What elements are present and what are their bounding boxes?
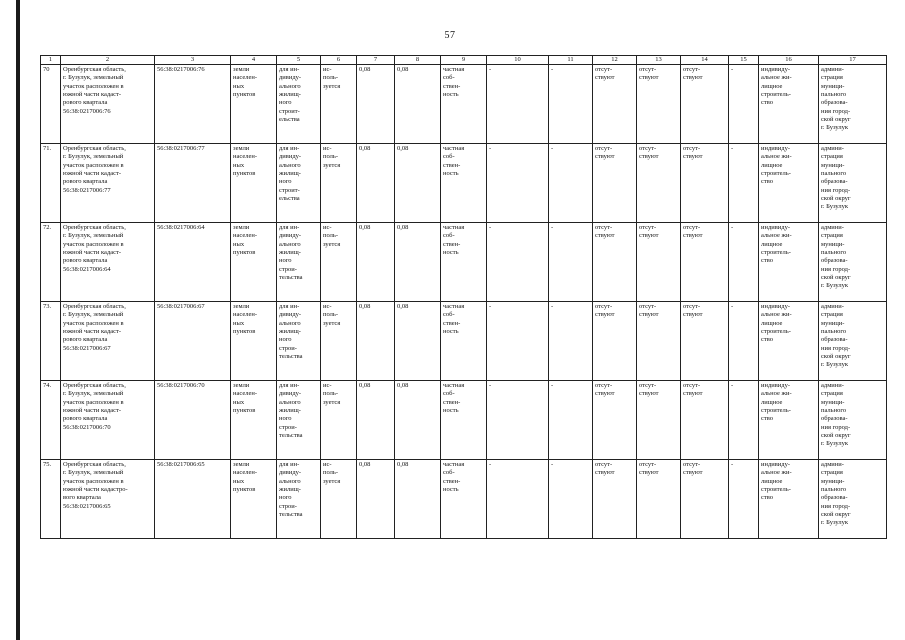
usage-status-cell: ис- поль- зуется [321,144,357,223]
encumbrance-cell: отсут- ствуют [593,381,637,460]
empty-value-cell: - [729,302,759,381]
ownership-cell: частная соб- ствен- ность [441,381,487,460]
empty-value-cell: - [487,144,549,223]
column-header: 11 [549,56,593,65]
permitted-use-cell: для ин- дивиду- ального жилищ- ного строи- тельства [277,223,321,302]
usage-status-cell: ис- поль- зуется [321,302,357,381]
encumbrance-cell: отсут- ствуют [637,144,681,223]
area-cell: 0,08 [357,381,395,460]
area-cell: 0,08 [395,65,441,144]
empty-value-cell: - [549,460,593,539]
table-body [41,65,887,539]
cadastral-number-cell: 56:38:0217006:65 [155,460,231,539]
empty-value-cell: - [729,144,759,223]
encumbrance-cell: отсут- ствуют [681,65,729,144]
zone-cell: индивиду- альное жи- лищное строитель- ство [759,223,819,302]
empty-value-cell: - [487,65,549,144]
area-cell: 0,08 [357,302,395,381]
ownership-cell: частная соб- ствен- ность [441,65,487,144]
empty-value-cell: - [729,460,759,539]
row-number: 71. [41,144,61,223]
empty-value-cell: - [729,65,759,144]
empty-value-cell: - [487,381,549,460]
area-cell: 0,08 [395,381,441,460]
table-row [41,144,887,223]
empty-value-cell: - [549,144,593,223]
permitted-use-cell: для ин- дивиду- ального жилищ- ного строи- тельства [277,302,321,381]
empty-value-cell: - [487,302,549,381]
column-number-header [41,56,887,65]
column-header: 17 [819,56,887,65]
encumbrance-cell: отсут- ствуют [593,65,637,144]
cadastral-number-cell: 56:38:0217006:76 [155,65,231,144]
usage-status-cell: ис- поль- зуется [321,65,357,144]
administration-cell: админи- страция муници- пального образова- ния город- ской округ г. Бузулук [819,381,887,460]
column-header: 7 [357,56,395,65]
cadastral-number-cell: 56:38:0217006:64 [155,223,231,302]
ownership-cell: частная соб- ствен- ность [441,144,487,223]
cadastral-number-cell: 56:38:0217006:70 [155,381,231,460]
usage-status-cell: ис- поль- зуется [321,381,357,460]
permitted-use-cell: для ин- дивиду- ального жилищ- ного строи- тельства [277,381,321,460]
column-header: 4 [231,56,277,65]
location-cell: Оренбургская область, г. Бузулук, земельный участок расположен в южной части кадаст- рового квартала 56:38:0217006:70 [61,381,155,460]
permitted-use-cell: для ин- дивиду- ального жилищ- ного строит- ельства [277,144,321,223]
cadastral-number-cell: 56:38:0217006:77 [155,144,231,223]
empty-value-cell: - [487,223,549,302]
location-cell: Оренбургская область, г. Бузулук, земельный участок расположен в южной части кадаст- рового квартала 56:38:0217006:67 [61,302,155,381]
location-cell: Оренбургская область, г. Бузулук, земельный участок расположен в южной части кадастро- вого квартала 56:38:0217006:65 [61,460,155,539]
land-category-cell: земли населен- ных пунктов [231,223,277,302]
encumbrance-cell: отсут- ствуют [637,302,681,381]
empty-value-cell: - [549,223,593,302]
empty-value-cell: - [487,460,549,539]
empty-value-cell: - [549,65,593,144]
encumbrance-cell: отсут- ствуют [637,460,681,539]
zone-cell: индивиду- альное жи- лищное строитель- ство [759,381,819,460]
column-header: 14 [681,56,729,65]
column-header: 6 [321,56,357,65]
administration-cell: админи- страция муници- пального образова- ния город- ской округ г. Бузулук [819,460,887,539]
encumbrance-cell: отсут- ствуют [593,460,637,539]
empty-value-cell: - [729,381,759,460]
table-row [41,460,887,539]
encumbrance-cell: отсут- ствуют [681,460,729,539]
area-cell: 0,08 [395,144,441,223]
ownership-cell: частная соб- ствен- ность [441,460,487,539]
land-category-cell: земли населен- ных пунктов [231,65,277,144]
empty-value-cell: - [729,223,759,302]
land-category-cell: земли населен- ных пунктов [231,144,277,223]
administration-cell: админи- страция муници- пального образова- ния город- ской округ г. Бузулук [819,144,887,223]
encumbrance-cell: отсут- ствуют [681,302,729,381]
zone-cell: индивиду- альное жи- лищное строитель- ство [759,460,819,539]
encumbrance-cell: отсут- ствуют [593,302,637,381]
zone-cell: индивиду- альное жи- лищное строитель- ство [759,144,819,223]
area-cell: 0,08 [395,223,441,302]
area-cell: 0,08 [357,144,395,223]
row-number: 75. [41,460,61,539]
empty-value-cell: - [549,302,593,381]
permitted-use-cell: для ин- дивиду- ального жилищ- ного строи- тельства [277,460,321,539]
administration-cell: админи- страция муници- пального образова- ния город- ской округ г. Бузулук [819,65,887,144]
usage-status-cell: ис- поль- зуется [321,223,357,302]
column-header: 13 [637,56,681,65]
table-row [41,65,887,144]
location-cell: Оренбургская область, г. Бузулук, земельный участок расположен в южной части кадаст- рового квартала 56:38:0217006:76 [61,65,155,144]
row-number: 74. [41,381,61,460]
location-cell: Оренбургская область, г. Бузулук, земельный участок расположен в южной части кадаст- рового квартала 56:38:0217006:64 [61,223,155,302]
table-row [41,302,887,381]
binding-edge [16,0,20,640]
permitted-use-cell: для ин- дивиду- ального жилищ- ного строит- ельства [277,65,321,144]
page-number: 57 [444,30,456,41]
encumbrance-cell: отсут- ствуют [593,144,637,223]
zone-cell: индивиду- альное жи- лищное строитель- ство [759,65,819,144]
area-cell: 0,08 [357,223,395,302]
location-cell: Оренбургская область, г. Бузулук, земельный участок расположен в южной части кадаст- рового квартала 56:38:0217006:77 [61,144,155,223]
row-number: 70 [41,65,61,144]
column-header: 3 [155,56,231,65]
area-cell: 0,08 [357,460,395,539]
encumbrance-cell: отсут- ствуют [593,223,637,302]
encumbrance-cell: отсут- ствуют [637,381,681,460]
ownership-cell: частная соб- ствен- ность [441,302,487,381]
column-header: 1 [41,56,61,65]
table-row [41,223,887,302]
land-category-cell: земли населен- ных пунктов [231,302,277,381]
column-header: 5 [277,56,321,65]
column-header: 2 [61,56,155,65]
encumbrance-cell: отсут- ствуют [681,223,729,302]
administration-cell: админи- страция муници- пального образова- ния город- ской округ г. Бузулук [819,223,887,302]
area-cell: 0,08 [395,302,441,381]
column-header: 8 [395,56,441,65]
area-cell: 0,08 [395,460,441,539]
row-number: 72. [41,223,61,302]
empty-value-cell: - [549,381,593,460]
table-row [41,381,887,460]
area-cell: 0,08 [357,65,395,144]
column-header: 15 [729,56,759,65]
encumbrance-cell: отсут- ствуют [681,144,729,223]
encumbrance-cell: отсут- ствуют [637,223,681,302]
usage-status-cell: ис- поль- зуется [321,460,357,539]
ownership-cell: частная соб- ствен- ность [441,223,487,302]
cadastral-number-cell: 56:38:0217006:67 [155,302,231,381]
column-header: 12 [593,56,637,65]
zone-cell: индивиду- альное жи- лищное строитель- ство [759,302,819,381]
column-header: 16 [759,56,819,65]
administration-cell: админи- страция муници- пального образова- ния город- ской округ г. Бузулук [819,302,887,381]
land-category-cell: земли населен- ных пунктов [231,460,277,539]
land-category-cell: земли населен- ных пунктов [231,381,277,460]
land-plot-table [40,55,887,539]
encumbrance-cell: отсут- ствуют [681,381,729,460]
column-header: 9 [441,56,487,65]
encumbrance-cell: отсут- ствуют [637,65,681,144]
column-header: 10 [487,56,549,65]
row-number: 73. [41,302,61,381]
